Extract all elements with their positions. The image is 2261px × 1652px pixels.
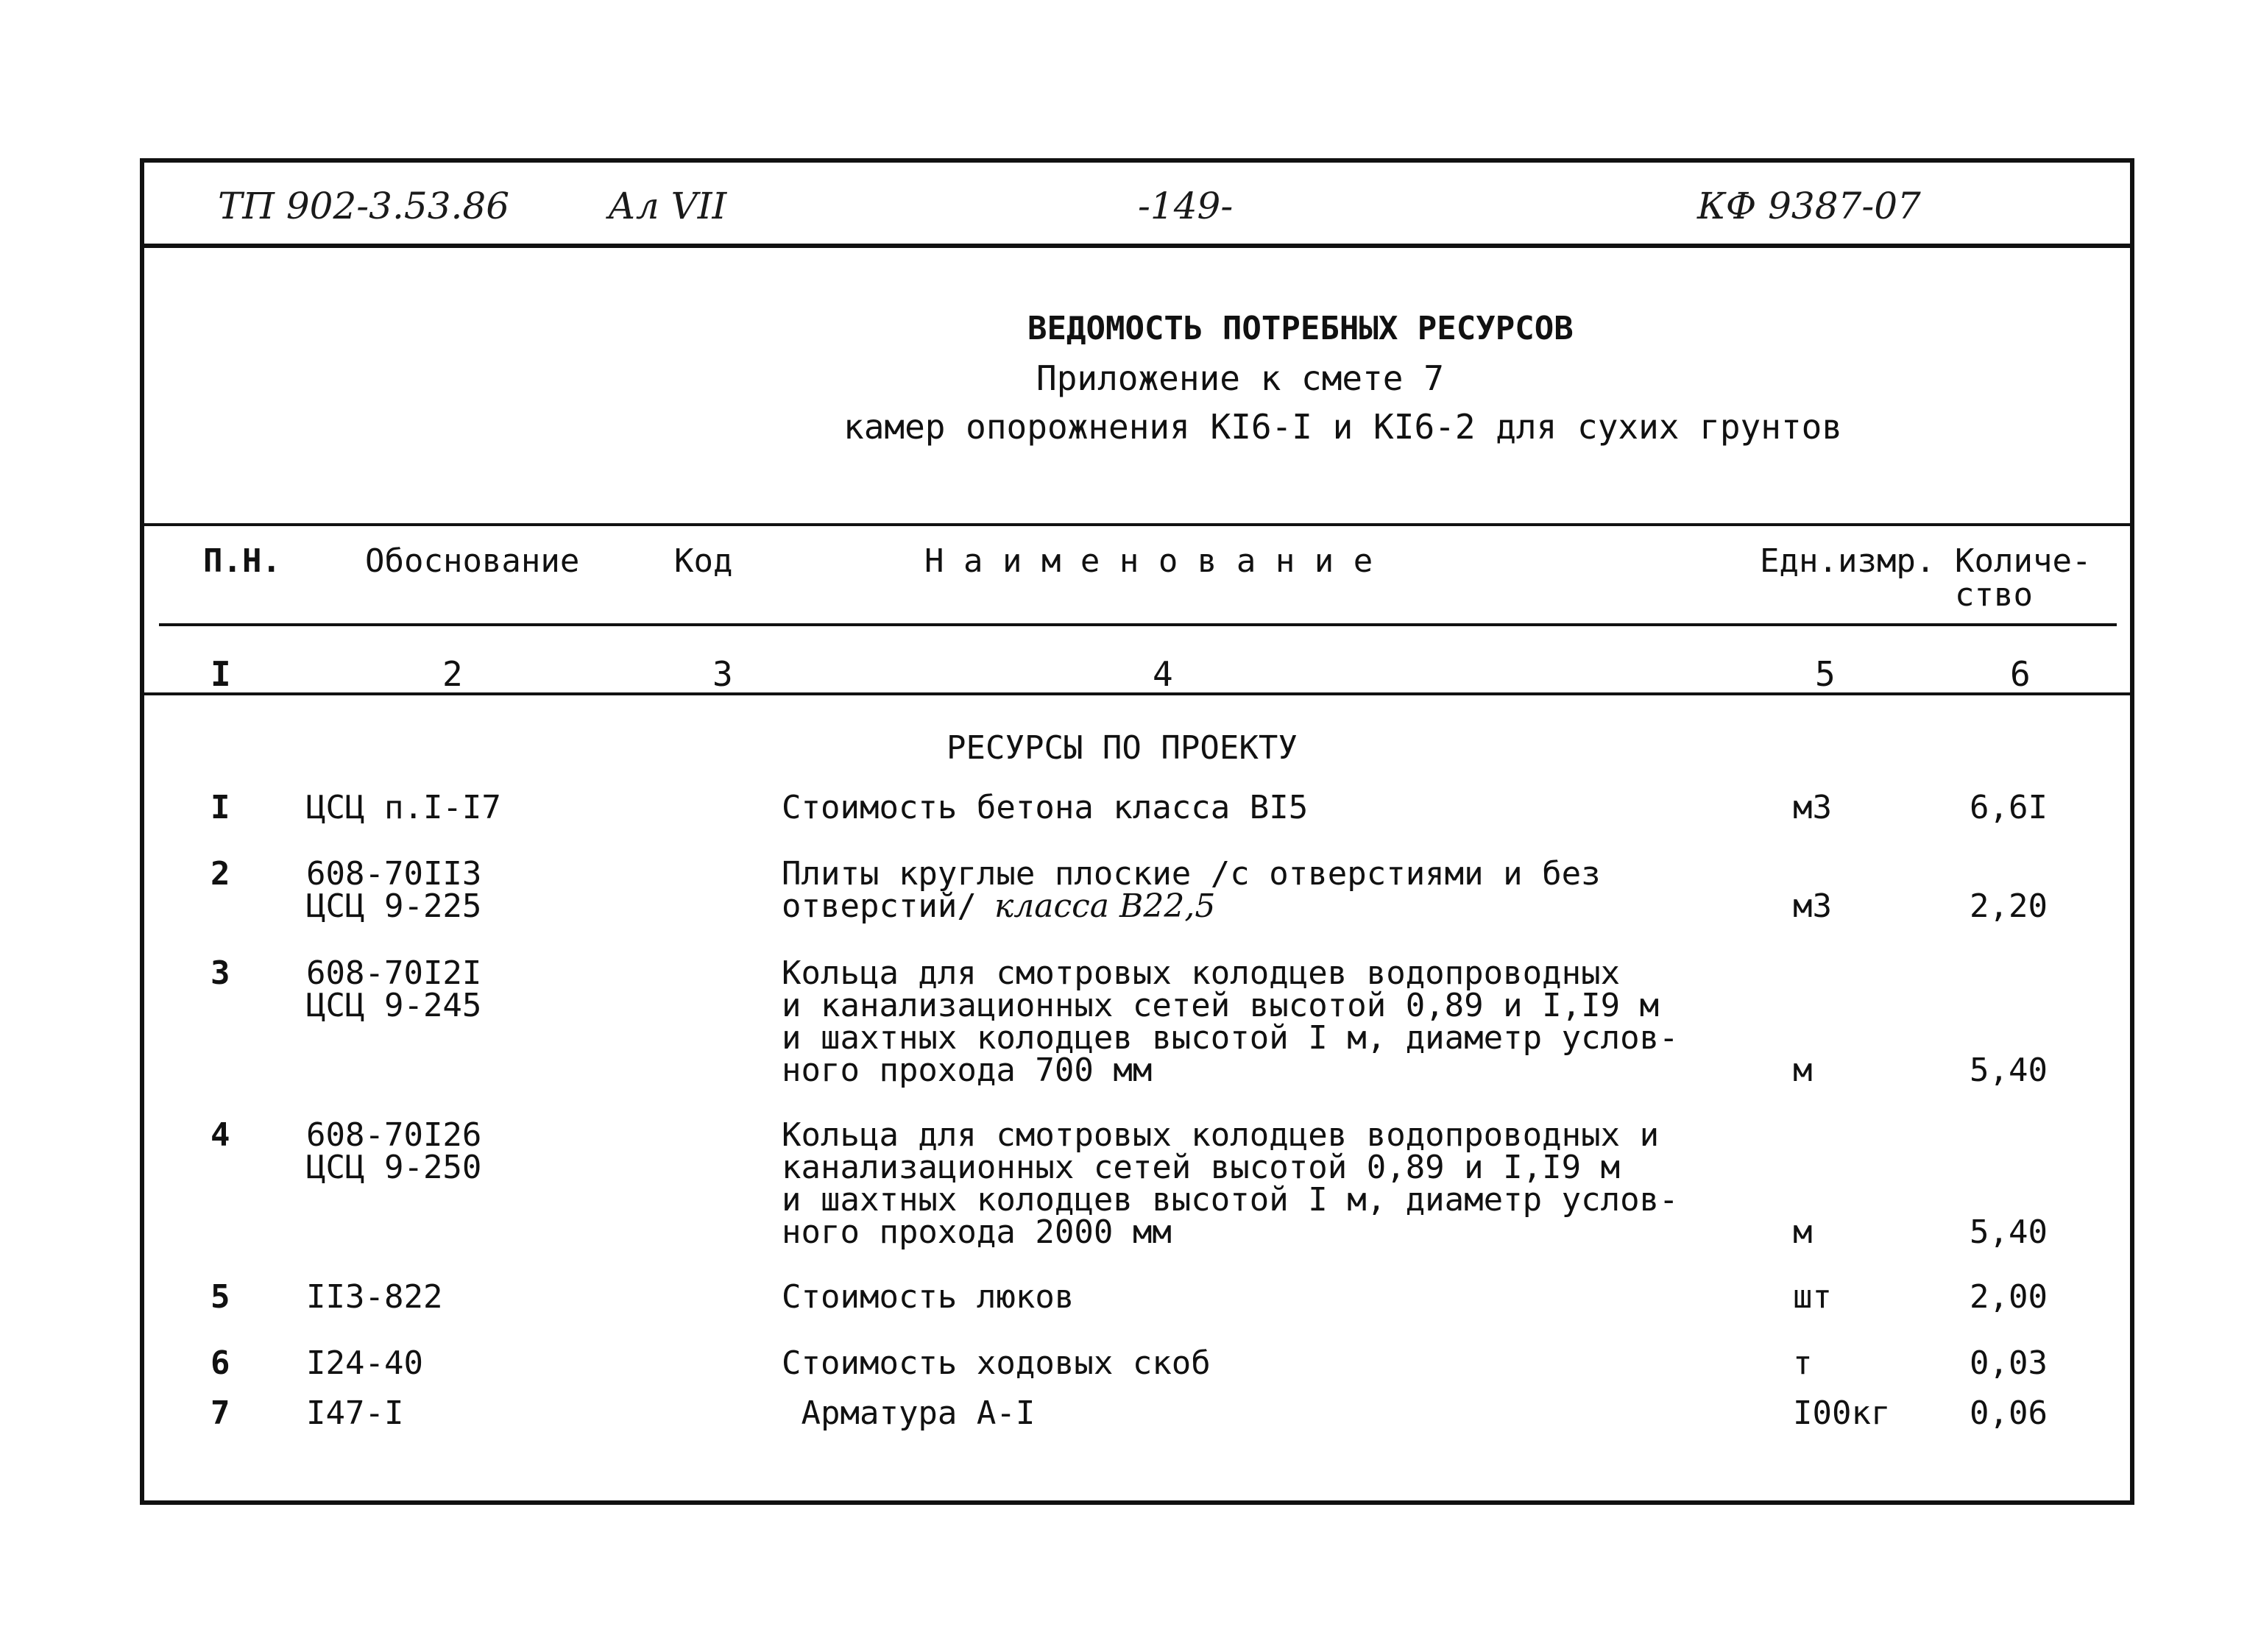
row-name: Плиты круглые плоские /с отверстиями и без отверстий/ bbox=[782, 855, 1601, 925]
header-divider bbox=[159, 623, 2117, 626]
row-name: Стоимость бетона класса BI5 bbox=[782, 789, 1309, 826]
row-qty: 5,40 bbox=[1970, 1052, 2048, 1089]
header-unit: Едн.измр. bbox=[1760, 542, 1936, 580]
colnum-1: I bbox=[210, 654, 231, 694]
row-unit: I00кг bbox=[1793, 1394, 1891, 1432]
header-name: Н а и м е н о в а н и е bbox=[924, 542, 1373, 580]
colnum-3: 3 bbox=[712, 654, 733, 694]
row-name: Стоимость ходовых скоб bbox=[782, 1344, 1211, 1382]
title-block bbox=[144, 244, 2130, 526]
row-basis: 608-70I2I ЦСЦ 9-245 bbox=[306, 954, 482, 1024]
document-sheet bbox=[140, 158, 2134, 1505]
row-basis: II3-822 bbox=[306, 1278, 443, 1316]
row-qty: 2,20 bbox=[1970, 887, 2048, 925]
document-object: камер опорожнения КI6-I и КI6-2 для сухих грунтов bbox=[843, 407, 1843, 447]
album-number: Ал VII bbox=[608, 185, 727, 227]
row-number: 4 bbox=[210, 1116, 230, 1154]
row-number: I bbox=[210, 789, 230, 826]
row-qty: 5,40 bbox=[1970, 1213, 2048, 1251]
row-number: 2 bbox=[210, 855, 230, 893]
row-basis: I24-40 bbox=[306, 1344, 423, 1382]
row-number: 5 bbox=[210, 1278, 230, 1316]
row-name: Арматура А-I bbox=[782, 1394, 1036, 1432]
row-unit: т bbox=[1793, 1344, 1813, 1382]
colnum-5: 5 bbox=[1815, 654, 1836, 694]
header-qty-cont: ство bbox=[1955, 576, 2033, 614]
row-name-handwritten: класса B22,5 bbox=[994, 887, 1216, 925]
row-qty: 6,6I bbox=[1970, 789, 2048, 826]
row-qty: 0,03 bbox=[1970, 1344, 2048, 1382]
colnum-6: 6 bbox=[2010, 654, 2031, 694]
stamp-header bbox=[144, 163, 2130, 248]
document-subtitle: Приложение к смете 7 bbox=[1036, 358, 1444, 398]
row-unit: м bbox=[1793, 1052, 1813, 1089]
row-number: 3 bbox=[210, 954, 230, 992]
row-unit: м3 bbox=[1793, 887, 1832, 925]
row-qty: 2,00 bbox=[1970, 1278, 2048, 1316]
row-basis: 608-70I26 ЦСЦ 9-250 bbox=[306, 1116, 482, 1186]
colnum-4: 4 bbox=[1153, 654, 1173, 694]
row-unit: м bbox=[1793, 1213, 1813, 1251]
row-name: Кольца для смотровых колодцев водопроводных и канализационных сетей высотой 0,89 и I,I9 м и шахтных колодцев высотой I м, диаметр услов- ного прохода 700 мм bbox=[782, 954, 1679, 1089]
table-header bbox=[144, 523, 2130, 626]
row-number: 7 bbox=[210, 1394, 230, 1432]
row-unit: м3 bbox=[1793, 789, 1832, 826]
row-unit: шт bbox=[1793, 1278, 1832, 1316]
row-basis: 608-70II3 ЦСЦ 9-225 bbox=[306, 855, 482, 925]
section-title: РЕСУРСЫ ПО ПРОЕКТУ bbox=[946, 729, 1298, 767]
row-basis: I47-I bbox=[306, 1394, 404, 1432]
header-qty: Количе- bbox=[1955, 542, 2092, 580]
project-number: ТП 902-3.53.86 bbox=[218, 185, 510, 227]
document-title: ВЕДОМОСТЬ ПОТРЕБНЫХ РЕСУРСОВ bbox=[1027, 310, 1574, 347]
header-basis: Обоснование bbox=[365, 542, 580, 580]
row-number: 6 bbox=[210, 1344, 230, 1382]
colnum-2: 2 bbox=[442, 654, 463, 694]
document-code: КФ 9387-07 bbox=[1697, 185, 1921, 227]
row-name: Стоимость люков bbox=[782, 1278, 1075, 1316]
header-code: Код bbox=[674, 542, 733, 580]
column-numbers bbox=[144, 634, 2130, 695]
row-basis: ЦСЦ п.I-I7 bbox=[306, 789, 501, 826]
page-number: -149- bbox=[1138, 185, 1234, 227]
row-name: Кольца для смотровых колодцев водопроводных и канализационных сетей высотой 0,89 и I,I9 м и шахтных колодцев высотой I м, диаметр услов- ного прохода 2000 мм bbox=[782, 1116, 1679, 1251]
row-qty: 0,06 bbox=[1970, 1394, 2048, 1432]
header-pn: П.Н. bbox=[203, 542, 281, 580]
